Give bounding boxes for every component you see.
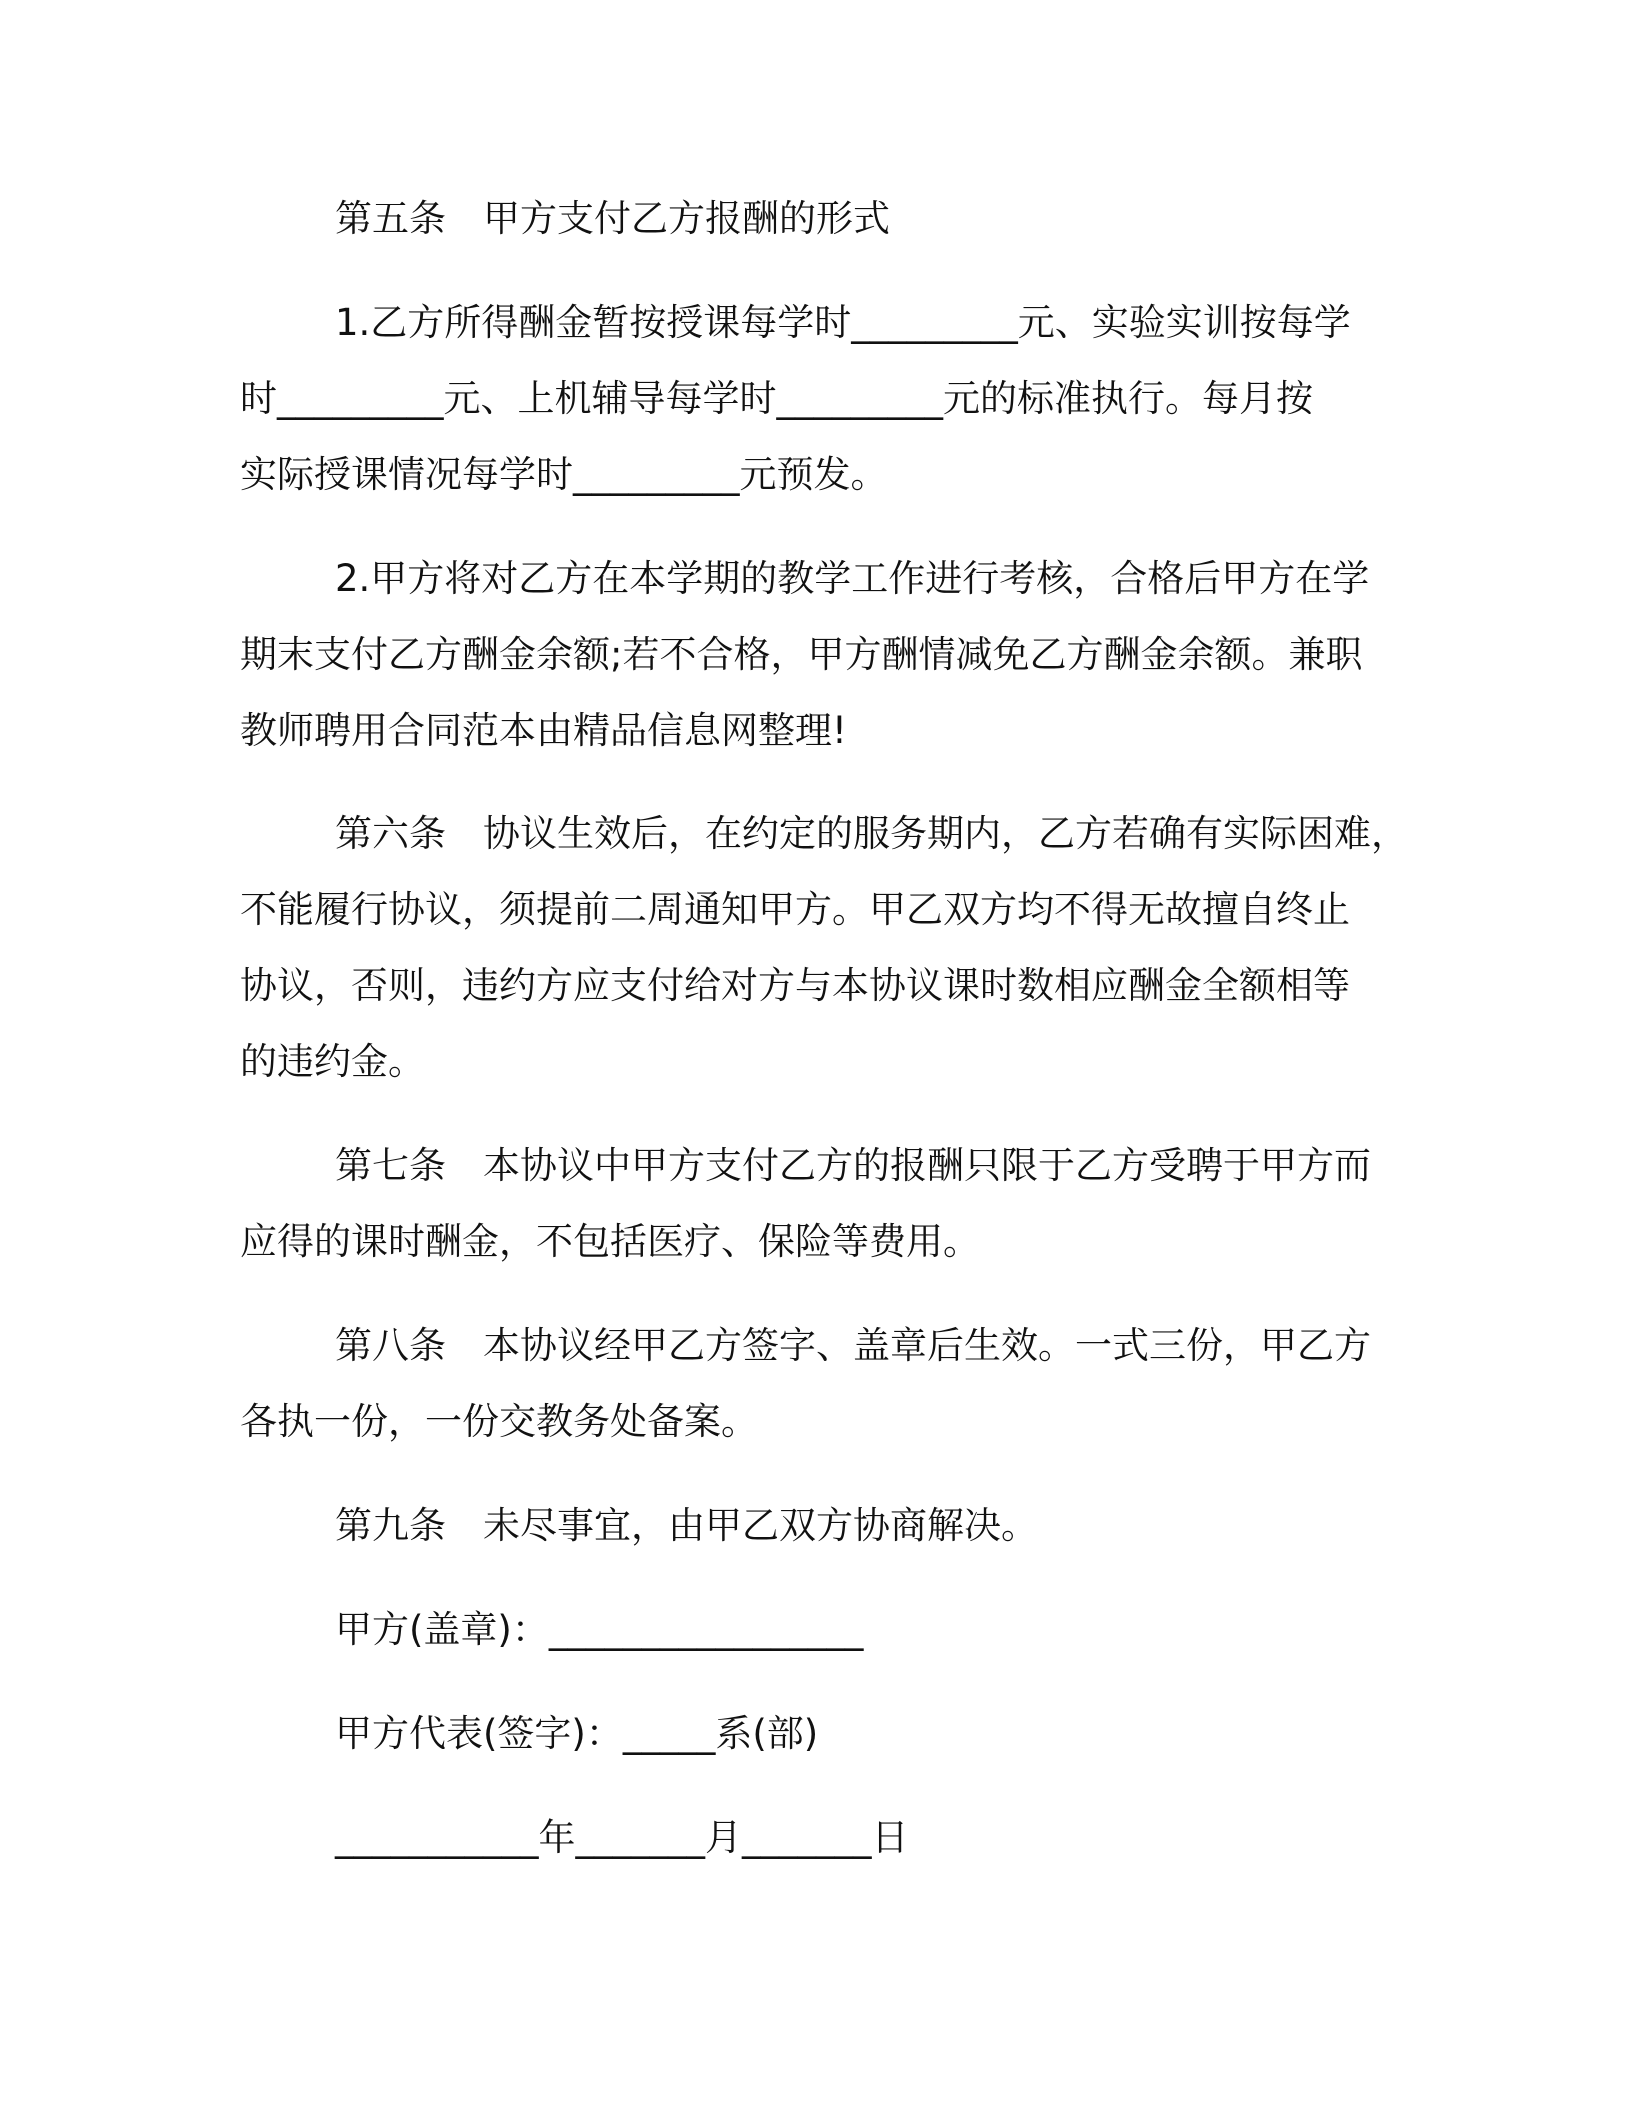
article-6-line-4: 的违约金。: [240, 1040, 425, 1083]
party-a-seal-line: 甲方(盖章)：_________________: [335, 1608, 864, 1651]
article-7-line-2: 应得的课时酬金，不包括医疗、保险等费用。: [240, 1220, 980, 1263]
signature-date-line: ___________年_______月_______日: [335, 1816, 909, 1859]
article-6-line-3: 协议，否则，违约方应支付给对方与本协议课时数相应酬金全额相等: [240, 964, 1350, 1007]
article-8-line-1: 第八条 本协议经甲乙方签字、盖章后生效。一式三份，甲乙方: [335, 1324, 1371, 1367]
article-6-line-2: 不能履行协议，须提前二周通知甲方。甲乙双方均不得无故擅自终止: [240, 888, 1350, 931]
article-5-item-1-line-1: 1.乙方所得酬金暂按授课每学时_________元、实验实训按每学: [335, 301, 1351, 344]
article-9: 第九条 未尽事宜，由甲乙双方协商解决。: [335, 1504, 1038, 1547]
article-5-item-2-line-1: 2.甲方将对乙方在本学期的教学工作进行考核，合格后甲方在学: [335, 557, 1370, 600]
article-5-item-1-line-3: 实际授课情况每学时_________元预发。: [240, 453, 888, 496]
article-5-item-1-line-2: 时_________元、上机辅导每学时_________元的标准执行。每月按: [240, 377, 1313, 420]
article-8-line-2: 各执一份，一份交教务处备案。: [240, 1400, 758, 1443]
article-6-line-1: 第六条 协议生效后，在约定的服务期内，乙方若确有实际困难，: [335, 812, 1408, 855]
article-7-line-1: 第七条 本协议中甲方支付乙方的报酬只限于乙方受聘于甲方而: [335, 1144, 1371, 1187]
article-5-item-2-line-2: 期末支付乙方酬金余额;若不合格，甲方酬情减免乙方酬金余额。兼职: [240, 633, 1363, 676]
article-5-heading: 第五条 甲方支付乙方报酬的形式: [335, 197, 890, 240]
party-a-representative-line: 甲方代表(签字)：_____系(部): [335, 1712, 819, 1755]
article-5-item-2-line-3: 教师聘用合同范本由精品信息网整理!: [240, 709, 847, 752]
